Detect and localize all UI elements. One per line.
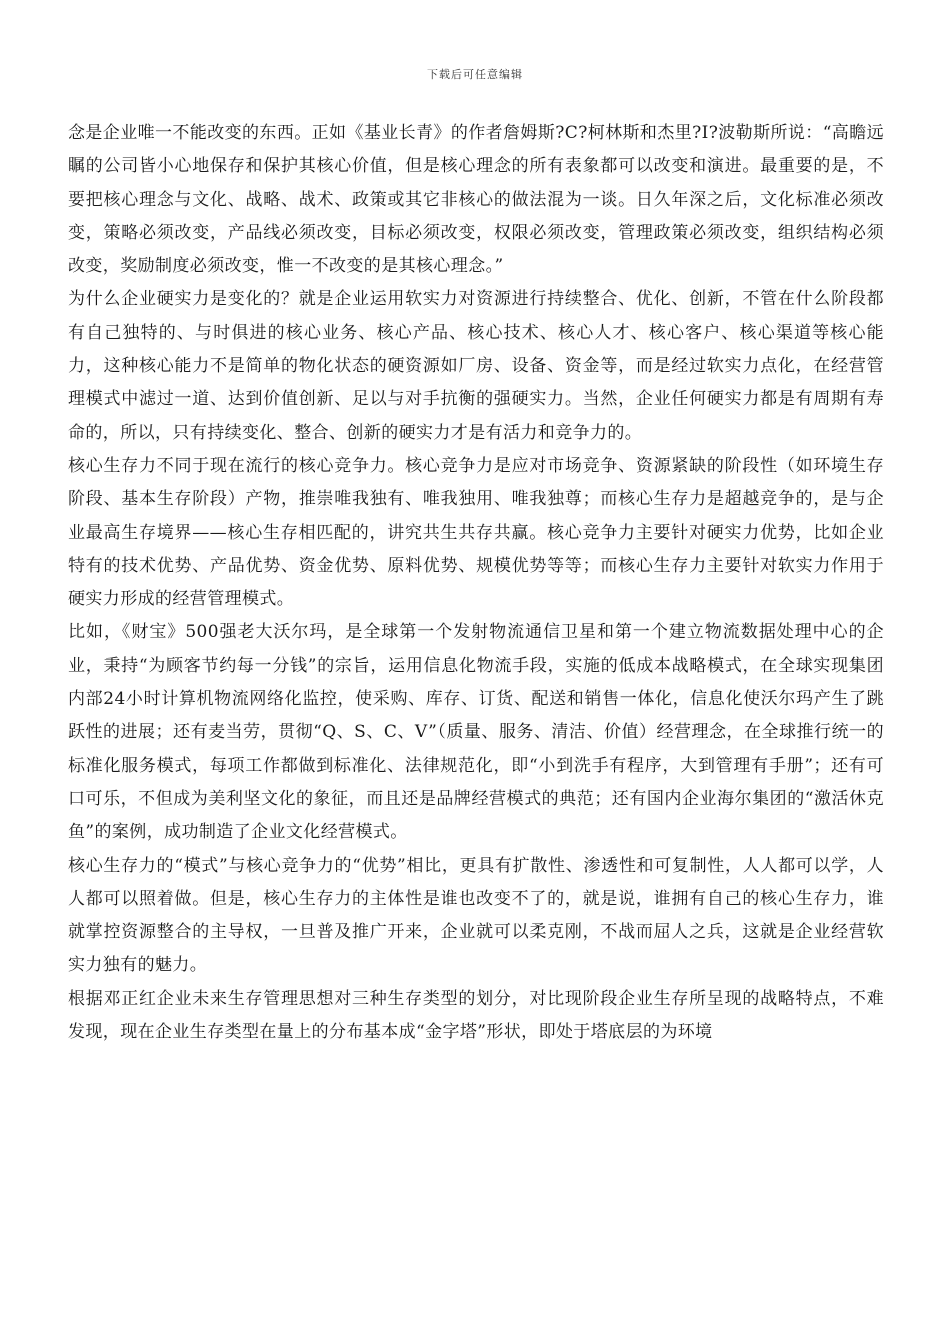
paragraph-examples: 比如，《财宝》500强老大沃尔玛，是全球第一个发射物流通信卫星和第一个建立物流数据处理中心的企业，秉持“为顾客节约每一分钱”的宗旨，运用信息化物流手段，实施的低成本战略模式，在全球实现集团内部24小时计算机物流网络化监控，使采购、库存、订货、配送和销售一体化，信息化使沃尔玛产生了跳跃性的进展；还有麦当劳，贯彻“Q、S、C、V”（质量、服务、清洁、价值）经营理念，在全球推行统一的标准化服务模式，每项工作都做到标准化、法律规范化，即“小到洗手有程序，大到管理有手册”；还有可口可乐，不但成为美利坚文化的象征，而且还是品牌经营模式的典范；还有国内企业海尔集团的“激活休克鱼”的案例，成功制造了企业文化经营模式。 xyxy=(68,622,884,843)
document-body xyxy=(68,117,884,1049)
paragraph-core-survival: 核心生存力不同于现在流行的核心竞争力。核心竞争力是应对市场竞争、资源紧缺的阶段性（如环境生存阶段、基本生存阶段）产物，推崇唯我独有、唯我独用、唯我独尊；而核心生存力是超越竞争的，是与企业最高生存境界——核心生存相匹配的，讲究共生共存共赢。核心竞争力主要针对硬实力优势，比如企业特有的技术优势、产品优势、资金优势、原料优势、规模优势等等；而核心生存力主要针对软实力作用于硬实力形成的经营管理模式。 xyxy=(68,455,884,610)
page-header: 下载后可任意编辑 xyxy=(427,68,523,81)
paragraph-survival-types: 根据邓正红企业未来生存管理思想对三种生存类型的划分，对比现阶段企业生存所呈现的战略特点，不难发现，现在企业生存类型在量上的分布基本成“金字塔”形状，即处于塔底层的为环境 xyxy=(68,988,884,1043)
paragraph-hard-power: 为什么企业硬实力是变化的？就是企业运用软实力对资源进行持续整合、优化、创新，不管在什么阶段都有自己独特的、与时俱进的核心业务、核心产品、核心技术、核心人才、核心客户、核心渠道等核心能力，这种核心能力不是简单的物化状态的硬资源如厂房、设备、资金等，而是经过软实力点化，在经营管理模式中滤过一道、达到价值创新、足以与对手抗衡的强硬实力。当然，企业任何硬实力都是有周期有寿命的，所以，只有持续变化、整合、创新的硬实力才是有活力和竞争力的。 xyxy=(68,289,884,443)
paragraph-model-vs-advantage: 核心生存力的“模式”与核心竞争力的“优势”相比，更具有扩散性、渗透性和可复制性，人人都可以学，人人都可以照着做。但是，核心生存力的主体性是谁也改变不了的，就是说，谁拥有自己的核心生存力，谁就掌控资源整合的主导权，一旦普及推广开来，企业就可以柔克刚，不战而屈人之兵，这就是企业经营软实力独有的魅力。 xyxy=(68,855,884,976)
paragraph-core-philosophy: 念是企业唯一不能改变的东西。正如《基业长青》的作者詹姆斯?C?柯林斯和杰里?I?波勒斯所说：“高瞻远瞩的公司皆小心地保存和保护其核心价值，但是核心理念的所有表象都可以改变和演进。最重要的是，不要把核心理念与文化、战略、战术、政策或其它非核心的做法混为一谈。日久年深之后，文化标准必须改变，策略必须改变，产品线必须改变，目标必须改变，权限必须改变，管理政策必须改变，组织结构必须改变，奖励制度必须改变，惟一不改变的是其核心理念。” xyxy=(68,123,884,277)
